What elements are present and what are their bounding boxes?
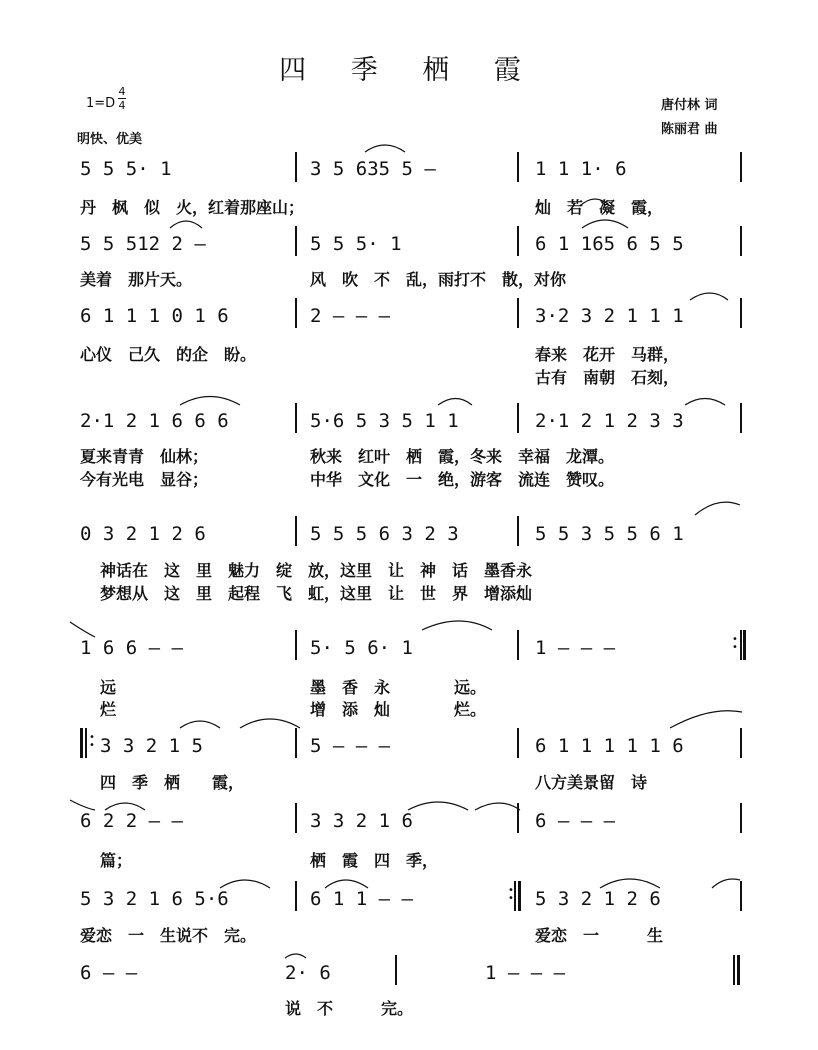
measure: 2·1 2 1 6 6 6 <box>80 410 229 432</box>
measure: 1 1 1· 6 <box>535 158 627 180</box>
lyric-line: 梦想从 这 里 起程 飞 虹，这里 让 世 界 增添灿 <box>100 584 533 603</box>
measure: 5 3 2 1 6 5·6 <box>80 888 229 910</box>
lyric-line: 古有 南朝 石刻， <box>535 368 680 387</box>
composer-credit: 陈丽君 曲 <box>661 122 718 137</box>
measure: 5·6 5 3 5 1 1 <box>310 410 459 432</box>
measure: 6 1 165 6 5 5 <box>535 233 684 255</box>
time-sig-top: 4 <box>118 85 126 98</box>
measure: 1 6 6 – – <box>80 637 183 659</box>
lyric-line: 篇； <box>100 851 133 870</box>
measure: 3·2 3 2 1 1 1 <box>535 305 684 327</box>
lyric-line: 今有光电 显谷； <box>80 470 209 489</box>
lyric-line: 增 添 灿 烂。 <box>310 700 487 719</box>
measure: 5 5 5· 1 <box>80 158 172 180</box>
lyric-line: 夏来青青 仙林； <box>80 447 209 466</box>
key-signature: 1=D <box>86 96 116 111</box>
measure: 2 – – – <box>310 305 391 327</box>
measure: 6 1 1 – – <box>310 888 413 910</box>
measure: 3 3 2 1 5 <box>100 735 203 757</box>
lyric-line: 美着 那片天。 <box>80 270 193 289</box>
repeat-dots: • • <box>508 885 514 904</box>
lyric-line: 八方美景留 诗 <box>535 773 648 792</box>
lyric-line: 心仪 己久 的企 盼。 <box>80 345 257 364</box>
measure: 5 5 3 5 5 6 1 <box>535 523 684 545</box>
measure: 0 3 2 1 2 6 <box>80 523 206 545</box>
lyric-line: 远 <box>100 678 117 697</box>
repeat-dots: • • <box>732 634 738 653</box>
measure: 6 – – – <box>535 810 616 832</box>
measure: 6 1 1 1 0 1 6 <box>80 305 229 327</box>
lyric-line: 栖 霞 四 季， <box>310 851 439 870</box>
tempo-marking: 明快、优美 <box>77 132 143 147</box>
lyric-line: 四 季 栖 霞， <box>100 773 245 792</box>
measure: 3 3 2 1 6 <box>310 810 413 832</box>
lyric-line: 烂 <box>100 700 117 719</box>
repeat-dots: • • <box>89 732 95 751</box>
lyric-line: 中华 文化 一 绝，游客 流连 赞叹。 <box>310 470 615 489</box>
measure: 5· 5 6· 1 <box>310 637 413 659</box>
lyric-line: 墨 香 永 远。 <box>310 678 487 697</box>
lyric-line: 爱恋 一 生说不 完。 <box>80 926 257 945</box>
song-title: 四 季 栖 霞 <box>279 55 539 86</box>
measure: 5 5 512 2 – <box>80 233 206 255</box>
measure: 5 3 2 1 2 6 <box>535 888 661 910</box>
lyric-line: 爱恋 一 生 <box>535 926 664 945</box>
measure: 2· 6 <box>285 962 331 984</box>
lyricist-credit: 唐付林 词 <box>661 98 718 113</box>
lyric-line: 说 不 完。 <box>285 999 414 1018</box>
measure: 6 1 1 1 1 1 6 <box>535 735 684 757</box>
measure: 6 2 2 – – <box>80 810 183 832</box>
measure: 2·1 2 1 2 3 3 <box>535 410 684 432</box>
measure: 1 – – – <box>485 962 566 984</box>
measure: 3 5 635 5 – <box>310 158 436 180</box>
lyric-line: 春来 花开 马群， <box>535 345 680 364</box>
measure: 5 5 5· 1 <box>310 233 402 255</box>
measure: 6 – – <box>80 962 138 984</box>
lyric-line: 神话在 这 里 魅力 绽 放，这里 让 神 话 墨香永 <box>100 561 533 580</box>
time-sig-bottom: 4 <box>118 99 126 112</box>
measure: 5 5 5 6 3 2 3 <box>310 523 459 545</box>
measure: 5 – – – <box>310 735 391 757</box>
lyric-line: 风 吹 不 乱，雨打不 散，对你 <box>310 270 567 289</box>
lyric-line: 灿 若 凝 霞， <box>535 198 664 217</box>
lyric-line: 秋来 红叶 栖 霞，冬来 幸福 龙潭。 <box>310 447 615 466</box>
measure: 1 – – – <box>535 637 616 659</box>
lyric-line: 丹 枫 似 火，红着那座山； <box>80 198 305 217</box>
